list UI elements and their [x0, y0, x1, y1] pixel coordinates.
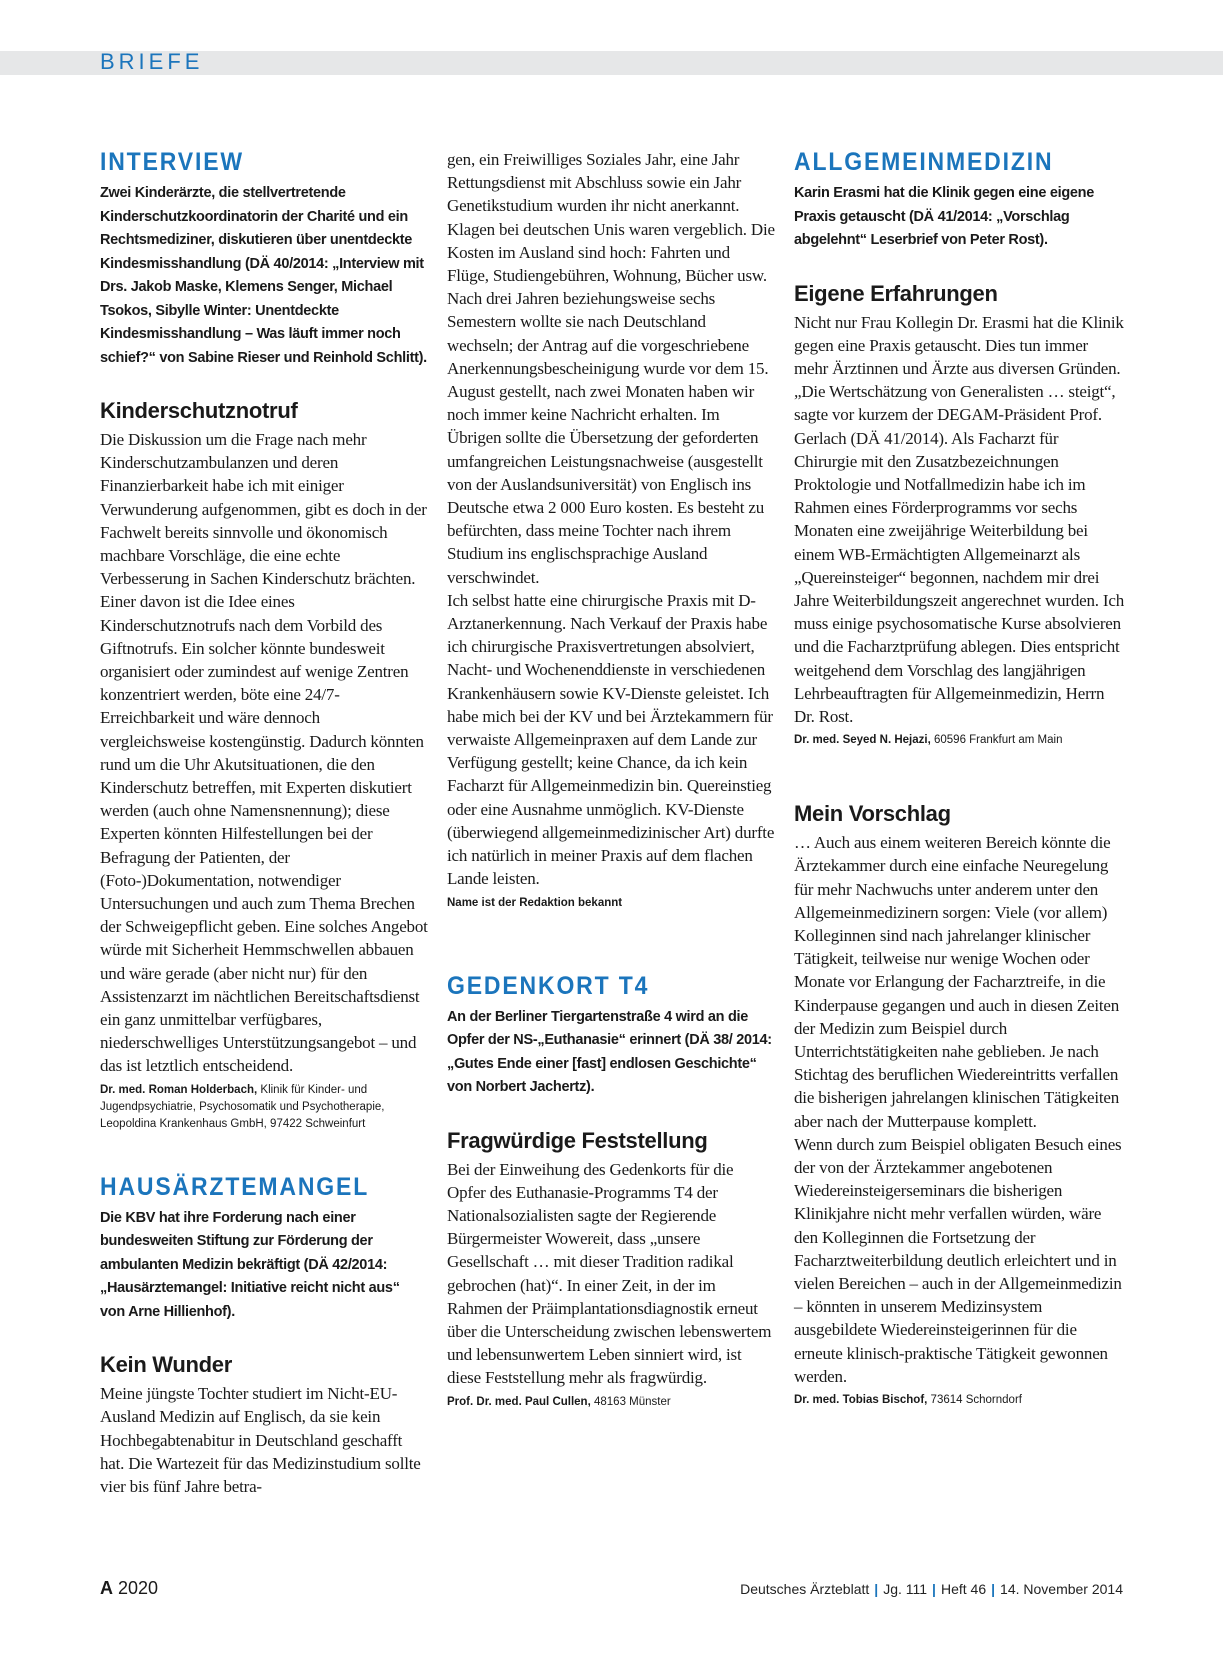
letter-title-mein-vorschlag: Mein Vorschlag [794, 801, 951, 827]
signature-bischof [794, 1392, 1124, 1409]
letter-body-kein-wunder: Meine jüngste Tochter studiert im Nicht-EU-Ausland Medizin auf Englisch, da sie kein Hochbegabtenabitur in Deutschland geschafft hat. Die Wartezeit für das Medizinstudium sollte vier bis fünf Jahre betra- [100, 1384, 421, 1496]
signature-cullen [447, 1394, 775, 1411]
rubric-allgemeinmedizin: ALLGEMEINMEDIZIN [794, 148, 1054, 176]
signature-anonymous [447, 895, 775, 912]
page-prefix: A [100, 1578, 113, 1598]
rubric-gedenkort: GEDENKORT T4 [447, 971, 650, 1000]
article-hausaerztemangel [100, 1173, 428, 1499]
letter-body-kinderschutznotruf: Die Diskussion um die Frage nach mehr Kinderschutzambulanzen und deren Finanzierbarkeit habe ich mit einiger Verwunderung aufgenommen, gibt es doch in der Fachwelt bereits sinnvolle und ökonomisch machbare Vorschläge, die eine echte Verbesserung in Sachen Kinderschutz brächten. Einer davon ist die Idee eines Kinderschutznotrufs nach dem Vorbild des Giftnotrufs. Ein solcher könnte bundesweit organisiert oder zumindest auf wenige Zentren konzentriert werden, böte eine 24/7-Erreichbarkeit und wäre dennoch vergleichsweise kostengünstig. Dadurch könnten rund um die Uhr Akutsituationen, die den Kinderschutz betreffen, mit Experten diskutiert werden (auch ohne Namensnennung); diese Experten könnten Hilfestellungen bei der Befragung der Patienten, der (Foto-)Dokumentation, notwendiger Untersuchungen und auch zum Thema Brechen der Schweigepflicht geben. Eine solches Angebot würde mit Sicherheit Hemmschwellen abbauen und wäre gerade (aber nicht nur) für den Assistenzarzt im nächtlichen Bereitschaftsdienst ein ganz unmittelbar verfügbares, niederschwelliges Unterstützungsangebot – und das ist letztlich entscheidend. [100, 430, 428, 1076]
signature-hejazi [794, 732, 1124, 749]
column-2 [447, 148, 775, 1411]
lead-hausaerztemangel: Die KBV hat ihre Forderung nach einer bundesweiten Stiftung zur Förderung der ambulanten Medizin bekräftigt (DÄ 42/2014: „Hausärztemangel: Initiative reicht nicht aus“ von Arne Hillienhof). [100, 1209, 400, 1320]
section-label: BRIEFE [100, 49, 204, 74]
article-allgemeinmedizin [794, 148, 1124, 1409]
letter-body-kein-wunder-p1: gen, ein Freiwilliges Soziales Jahr, eine Jahr Rettungsdienst mit Abschluss sowie ein Jahr Genetikstudium wurden ihr nicht anerkannt. Klagen bei deutschen Unis waren vergeblich. Die Kosten im Ausland sind hoch: Fahrten und Flüge, Studiengebühren, Wohnung, Bücher usw. Nach drei Jahren beziehungsweise sechs Semestern wollte sie nach Deutschland wechseln; der Antrag auf die vorgeschriebene Anerkennungsbescheinigung wurde vor dem 15. August gestellt, nach zwei Monaten haben wir noch immer keine Nachricht erhalten. Im Übrigen sollte die Übersetzung der geforderten umfangreichen Leistungsnachweise (ausgestellt von der Auslandsuniversität) von Englisch ins Deutsche etwa 2 000 Euro kosten. Es besteht zu befürchten, dass meine Tochter nach ihrem Studium ins englischsprachige Ausland verschwindet. [447, 150, 775, 587]
journal-name: Deutsches Ärzteblatt [740, 1581, 870, 1597]
signature-name: Prof. Dr. med. Paul Cullen, [447, 1395, 591, 1408]
signature-name: Name ist der Redaktion bekannt [447, 896, 623, 909]
article-gedenkort [447, 972, 775, 1411]
page-number-value: 2020 [118, 1578, 159, 1598]
letter-body-mein-vorschlag-p2: Wenn durch zum Beispiel obligaten Besuch eines der von der Ärztekammer angebotenen Wiedereinsteigerseminars die bisherigen Klinikjahre nicht mehr verfallen würden, wäre den Kolleginnen die Fortsetzung der Facharztweiterbildung deutlich erleichtert und in vielen Bereichen – auch in der Allgemeinmedizin – könnten in unserem Medizinsystem ausgebildete Wiedereinsteigerinnen für die erneute klinisch-praktische Tätigkeit gewonnen werden. [794, 1134, 1122, 1386]
column-1 [100, 148, 428, 1498]
signature-affiliation: 48163 Münster [593, 1395, 671, 1408]
journal-date: 14. November 2014 [1000, 1581, 1123, 1597]
letter-body-fragwuerdige-feststellung: Bei der Einweihung des Gedenkorts für die Opfer des Euthanasie-Programms T4 der Nationalsozialisten sagte der Regierende Bürgermeister Wowereit, dass „unsere Gesellschaft … mit dieser Tradition radikal gebrochen (hat)“. In einer Zeit, in der im Rahmen der Präimplantationsdiagnostik erneut über die Unterscheidung zwischen lebenswertem und lebensunwertem Leben sinniert wird, ist diese Feststellung mehr als fragwürdig. [447, 1159, 772, 1388]
letter-title-kein-wunder: Kein Wunder [100, 1352, 232, 1378]
lead-gedenkort: An der Berliner Tiergartenstraße 4 wird an die Opfer der NS-„Euthanasie“ erinnert (DÄ 38/ 2014: „Gutes Ende einer [fast] endlosen Geschichte“ von Norbert Jachertz). [447, 1008, 772, 1095]
letter-body-kein-wunder-p2: Ich selbst hatte eine chirurgische Praxis mit D-Arztanerkennung. Nach Verkauf der Praxis habe ich chirurgische Praxisvertretungen absolviert, Nacht- und Wochenenddienste in verschiedenen Krankenhäusern sowie KV-Dienste geleistet. Ich habe mich bei der KV und bei Ärztekammern für verwaiste Allgemeinpraxen auf dem Lande zur Verfügung gestellt; keine Chance, da ich kein Facharzt für Allgemeinmedizin bin. Quereinstieg oder eine Ausnahme unmöglich. KV-Dienste (überwiegend allgemeinmedizinischer Art) durfte ich natürlich in meiner Praxis auf dem flachen Lande leisten. [447, 590, 775, 889]
rubric-hausaerztemangel: HAUSÄRZTEMANGEL [100, 1172, 370, 1201]
journal-citation [740, 1581, 1123, 1597]
journal-volume: Jg. 111 [883, 1581, 928, 1597]
rubric-interview: INTERVIEW [100, 148, 244, 176]
column-3 [794, 148, 1124, 1409]
letter-title-fragwuerdige-feststellung: Fragwürdige Feststellung [447, 1127, 708, 1153]
letter-kein-wunder-continued [447, 148, 775, 912]
separator: | [991, 1581, 996, 1597]
article-interview [100, 148, 428, 1133]
signature-name: Dr. med. Seyed N. Hejazi, [794, 734, 931, 747]
separator: | [874, 1581, 879, 1597]
signature-name: Dr. med. Tobias Bischof, [794, 1394, 928, 1407]
letter-title-kinderschutznotruf: Kinderschutznotruf [100, 398, 298, 423]
journal-issue: Heft 46 [940, 1581, 987, 1597]
signature-name: Dr. med. Roman Holderbach, [100, 1083, 258, 1096]
letter-body-mein-vorschlag-p1: … Auch aus einem weiteren Bereich könnte die Ärztekammer durch eine einfache Neuregelung für mehr Nachwuchs unter anderem unter den Allgemeinmedizinern sorgen: Viele (vor allem) Kolleginnen sind nach jahrelanger klinischer Tätigkeit, teilweise nur wenige Wochen oder Monate vor Erlangung der Facharztreife, in die Kinderpause gegangen und auch in diesen Zeiten der Medizin zum Beispiel durch Unterrichtstätigkeiten nahe geblieben. Je nach Stichtag des beruflichen Wiedereintritts verfallen die bisherigen jahrelangen klinischen Tätigkeiten aber nach der Mutterpause komplett. [794, 833, 1120, 1131]
signature-holderbach [100, 1082, 428, 1133]
signature-affiliation: Klinik für Kinder- und Jugendpsychiatrie, Psychosomatik und Psychotherapie, Leopoldina Krankenhaus GmbH, 97422 Schweinfurt [100, 1083, 385, 1130]
lead-allgemeinmedizin: Karin Erasmi hat die Klinik gegen eine eigene Praxis getauscht (DÄ 41/2014: „Vorschlag abgelehnt“ Leserbrief von Peter Rost). [794, 185, 1094, 248]
lead-interview: Zwei Kinderärzte, die stellvertretende Kinderschutzkoordinatorin der Charité und ein Rechtsmediziner, diskutieren über unentdeckte Kindesmisshandlung (DÄ 40/2014: „Interview mit Drs. Jakob Maske, Klemens Senger, Michael Tsokos, Sibylle Winter: Unentdeckte Kindesmisshandlung – Was läuft immer noch schief?“ von Sabine Rieser und Reinhold Schlitt). [100, 185, 427, 366]
separator: | [932, 1581, 936, 1597]
signature-affiliation: 60596 Frankfurt am Main [933, 734, 1063, 747]
signature-affiliation: 73614 Schorndorf [930, 1394, 1022, 1407]
letter-body-eigene-erfahrungen: Nicht nur Frau Kollegin Dr. Erasmi hat die Klinik gegen eine Praxis getauscht. Dies tun immer mehr Ärztinnen und Ärzte aus diversen Gründen. „Die Wertschätzung von Generalisten … steigt“, sagte vor kurzem der DEGAM-Präsident Prof. Gerlach (DÄ 41/2014). Als Facharzt für Chirurgie mit den Zusatzbezeichnungen Proktologie und Notfallmedizin habe ich im Rahmen eines Förderprogramms vor sechs Monaten eine zweijährige Weiterbildung bei einem WB-Ermächtigten Allgemeinarzt als „Quereinsteiger“ begonnen, nachdem mir drei Jahre Weiterbildungszeit angerechnet wurden. Ich muss einige psychosomatische Kurse absolvieren und die Facharztprüfung ablegen. Dies entspricht weitgehend dem Vorschlag des langjährigen Lehrbeauftragten für Allgemeinmedizin, Herrn Dr. Rost. [794, 312, 1124, 726]
page-number [100, 1578, 158, 1599]
letter-title-eigene-erfahrungen: Eigene Erfahrungen [794, 280, 998, 306]
